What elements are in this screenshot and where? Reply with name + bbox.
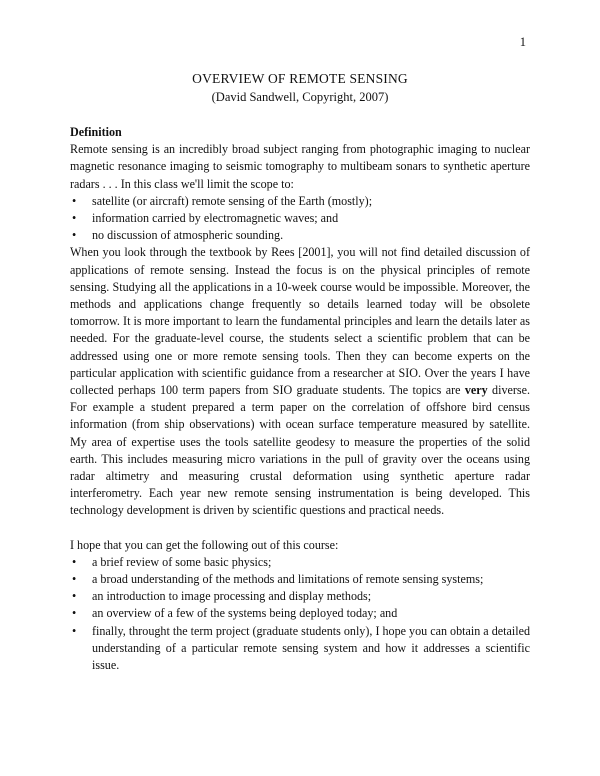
- hope-intro: I hope that you can get the following out of this course:: [70, 537, 339, 552]
- intro-paragraph: Remote sensing is an incredibly broad subject ranging from photographic imaging to nuclear magnetic resonance imaging to seismic tomography to multibeam sonars to synthetic aperture radars . . . In this class we'll limit the scope to:: [70, 142, 530, 191]
- list-item: • a brief review of some basic physics;: [70, 554, 530, 571]
- list-item: • a broad understanding of the methods and limitations of remote sensing systems;: [70, 571, 530, 588]
- main-paragraph: [70, 244, 530, 519]
- paragraph-gap: [70, 520, 530, 537]
- main-paragraph-part1: When you look through the textbook by Rees [2001], you will not find detailed discussion of applications of remote sensing. Instead the focus is on the physical principles of remote sensing. Studying all the applications in a 10-week course would be impossible. Moreover, the methods and applications change frequently so details learned today will be obsolete tomorrow. It is more important to learn the fundamental principles and learn the details later as needed. For the graduate-level course, the students select a scientific problem that can be addressed using one or more remote sensing tools. Then they can become experts on the particular application with scientific guidance from a researcher at SIO. Over the years I have collected perhaps 100 term papers from SIO graduate students. The topics are: [70, 245, 530, 398]
- list-item: • information carried by electromagnetic waves; and: [70, 210, 530, 227]
- document-title: OVERVIEW OF REMOTE SENSING: [192, 71, 408, 86]
- scope-list: [70, 193, 530, 245]
- emphasis-text: very: [464, 383, 488, 398]
- list-item: • finally, throught the term project (graduate students only), I hope you can obtain a detailed understanding of a particular remote sensing system and how it addresses a scientific issue.: [70, 623, 530, 675]
- page-number: 1: [519, 35, 526, 49]
- list-item: • an introduction to image processing and display methods;: [70, 588, 530, 605]
- list-item: • an overview of a few of the systems being deployed today; and: [70, 605, 530, 622]
- document-subtitle: (David Sandwell, Copyright, 2007): [211, 90, 389, 104]
- list-item: • no discussion of atmospheric sounding.: [70, 227, 530, 244]
- list-item: • satellite (or aircraft) remote sensing of the Earth (mostly);: [70, 193, 530, 210]
- section-heading: Definition: [70, 125, 122, 139]
- main-paragraph-part2: diverse. For example a student prepared a term paper on the correlation of offshore bird census information (from ship observations) with ocean surface temperature measured by satellite. My area of expertise uses the tools satellite geodesy to measure the properties of the solid earth. This includes measuring micro variations in the pull of gravity over the oceans using radar altimetry and measuring crustal deformation using synthetic aperture radar interferometry. Each year new remote sensing instrumentation is being developed. This technology development is driven by scientific questions and practical needs.: [70, 383, 530, 518]
- document-body: [70, 124, 530, 674]
- hope-list: [70, 554, 530, 674]
